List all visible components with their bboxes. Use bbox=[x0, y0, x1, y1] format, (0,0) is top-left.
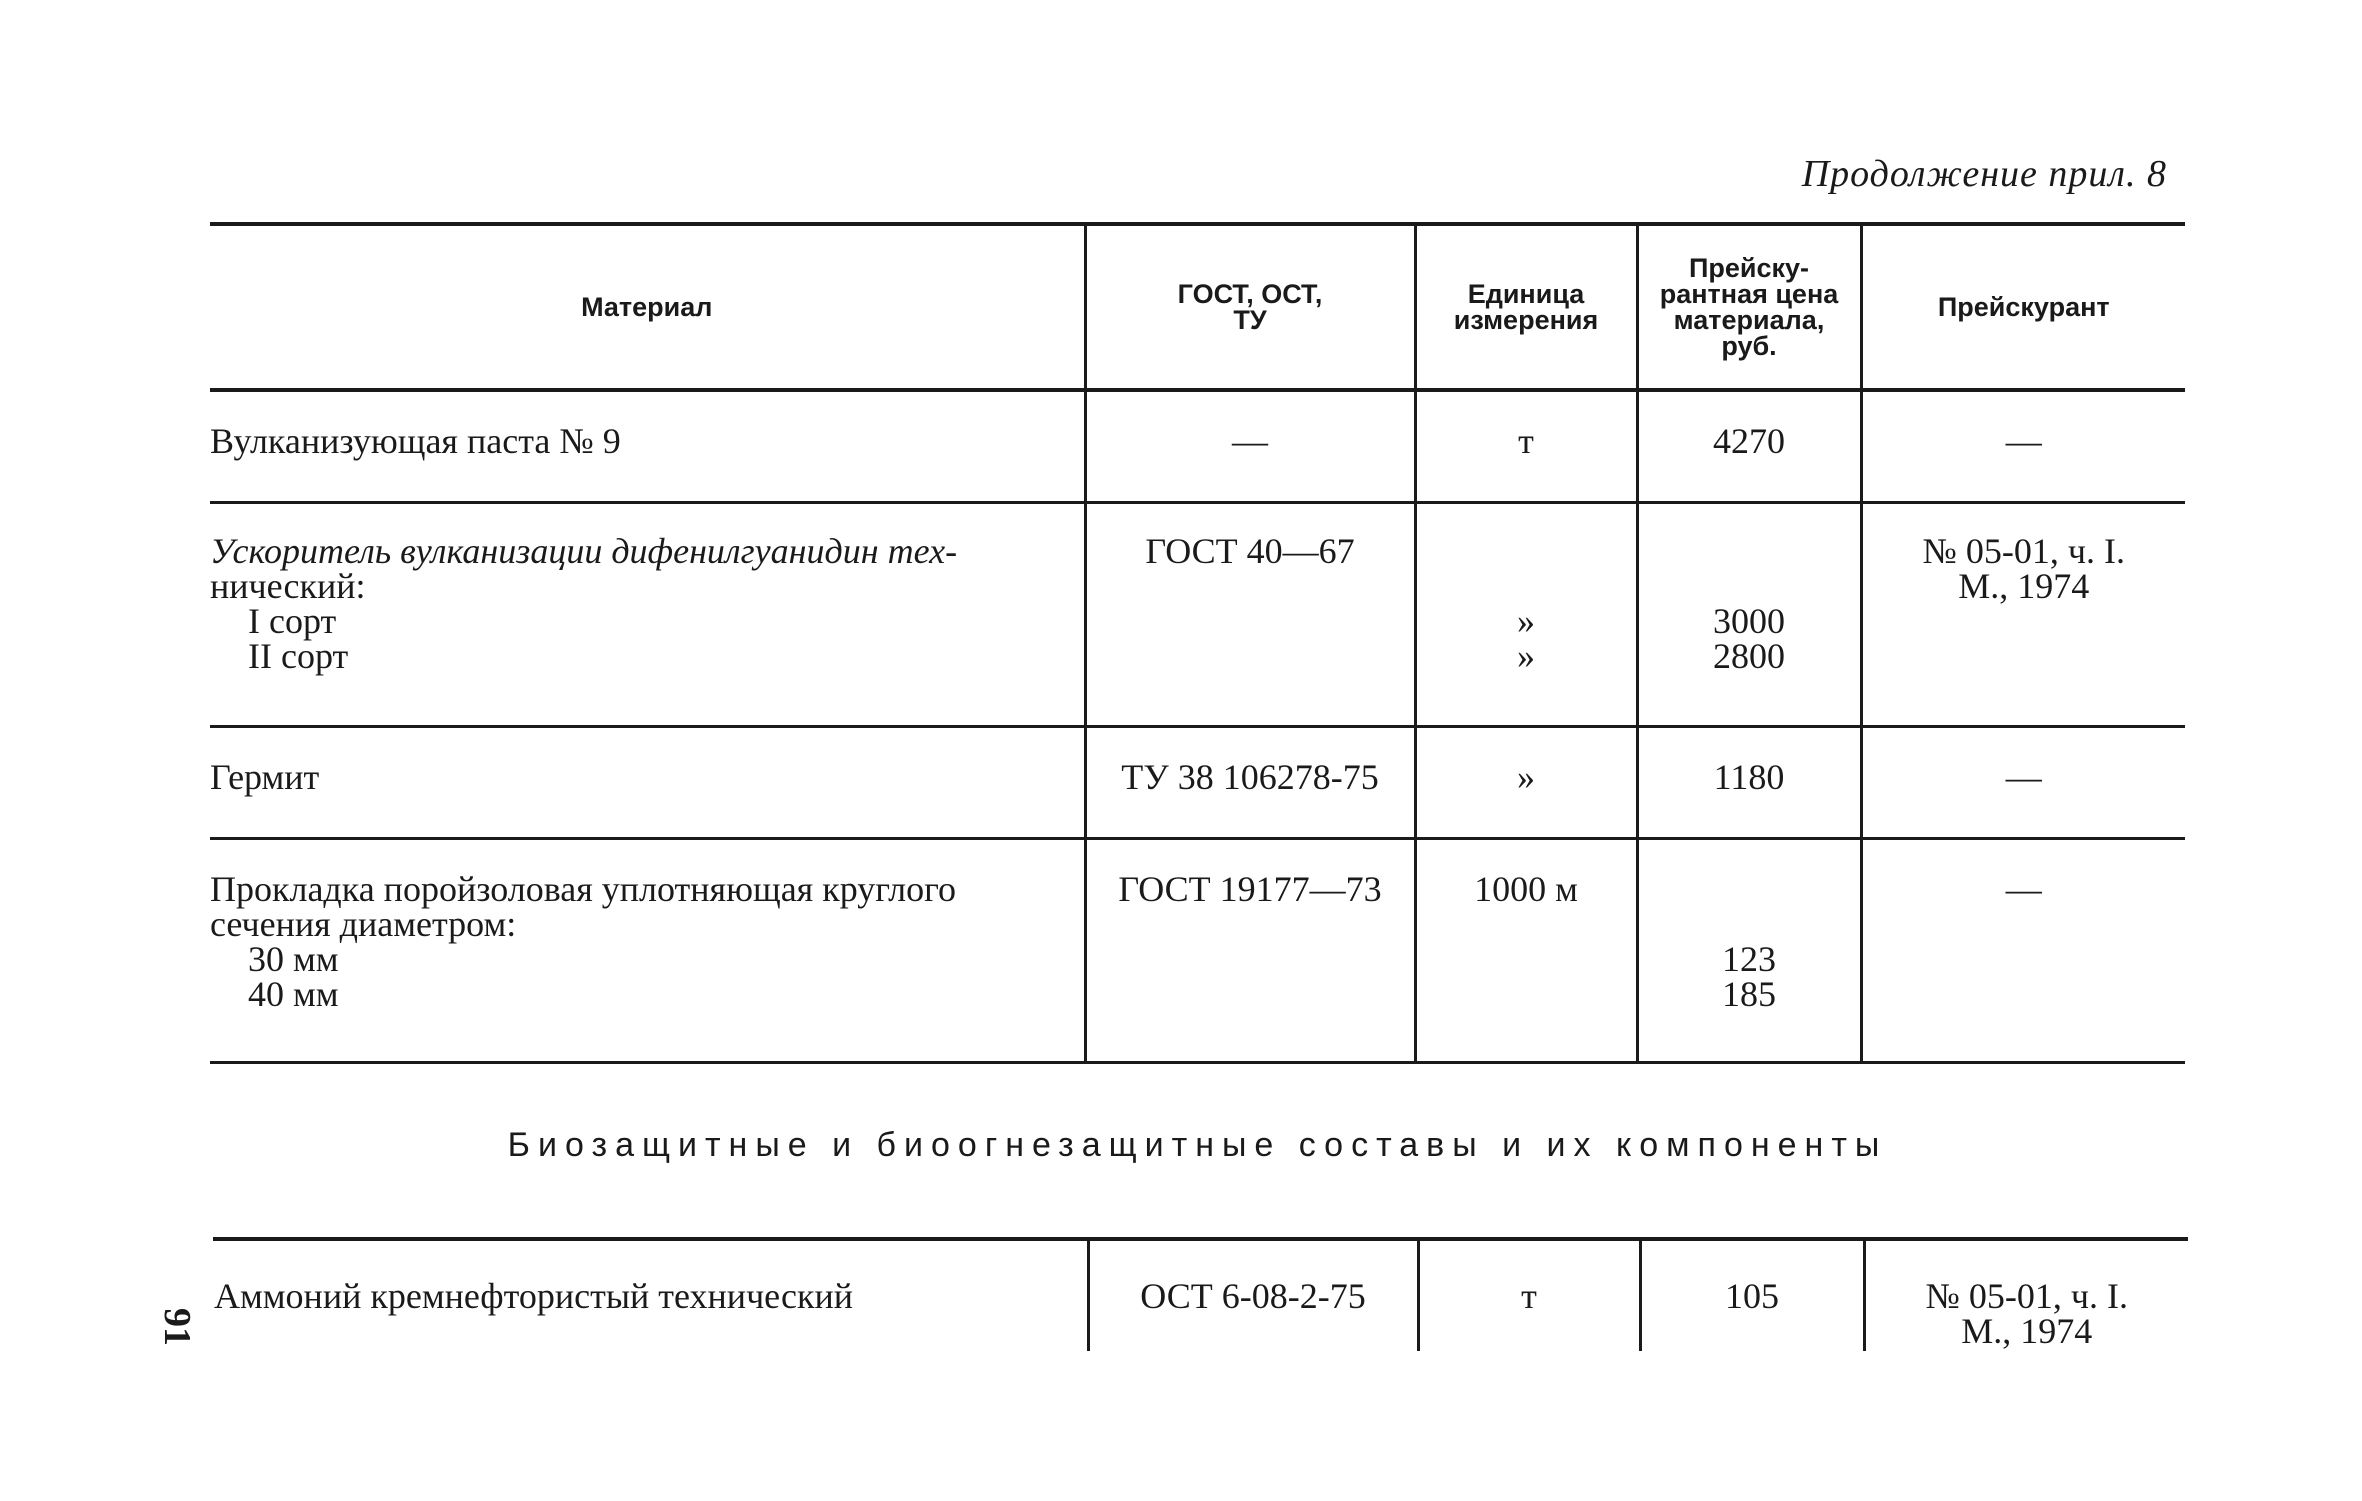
price-value: 185 bbox=[1722, 973, 1776, 1014]
pricelist-line: М., 1974 bbox=[1961, 1311, 2093, 1351]
table-header-row bbox=[210, 224, 2185, 390]
pricelist-line: № 05-01, ч. I. bbox=[1922, 530, 2125, 571]
cell-price bbox=[1637, 838, 1861, 1062]
cell-pricelist: — bbox=[1861, 838, 2185, 1062]
cell-gost: ГОСТ 40—67 bbox=[1085, 502, 1415, 726]
cell-unit: » bbox=[1415, 726, 1637, 838]
table-row bbox=[210, 390, 2185, 502]
material-name: Ускоритель вулканизации дифенилгуанидин тех- bbox=[210, 530, 958, 571]
unit-value: » bbox=[1517, 600, 1535, 641]
cell-price: 1180 bbox=[1637, 726, 1861, 838]
material-name-cont: нический: bbox=[210, 565, 366, 606]
cell-gost: ОСТ 6-08-2-75 bbox=[1088, 1239, 1418, 1351]
header-pricelist: Прейскурант bbox=[1861, 224, 2185, 390]
cell-price: 105 bbox=[1640, 1239, 1864, 1351]
cell-material: Гермит bbox=[210, 756, 320, 797]
material-name: Прокладка поройзоловая уплотняющая круглого bbox=[210, 868, 957, 909]
price-value: 2800 bbox=[1713, 635, 1785, 676]
table-row bbox=[210, 838, 2185, 1062]
header-material: Материал bbox=[581, 292, 713, 322]
biozashchita-table bbox=[213, 1237, 2188, 1351]
header-price-line: руб. bbox=[1721, 331, 1777, 361]
cell-unit: т bbox=[1415, 390, 1637, 502]
table-row bbox=[210, 502, 2185, 726]
table-row bbox=[213, 1239, 2188, 1351]
cell-pricelist bbox=[1861, 502, 2185, 726]
cell-gost: — bbox=[1085, 390, 1415, 502]
cell-material: Аммоний кремнефтористый технический bbox=[214, 1276, 854, 1316]
material-grade: II сорт bbox=[248, 635, 349, 676]
cell-material: Вулканизующая паста № 9 bbox=[210, 421, 621, 461]
header-unit-line: измерения bbox=[1453, 305, 1599, 335]
header-unit-line: Единица bbox=[1467, 279, 1585, 309]
header-price bbox=[1637, 224, 1861, 390]
cell-gost: ГОСТ 19177—73 bbox=[1085, 838, 1415, 1062]
unit-value: » bbox=[1517, 635, 1535, 676]
cell-pricelist: — bbox=[1861, 390, 2185, 502]
material-name-cont: сечения диаметром: bbox=[210, 903, 517, 944]
section-title: Биозащитные и биоогнезащитные составы и их компоненты bbox=[507, 1126, 1888, 1164]
header-price-line: Прейску- bbox=[1688, 253, 1810, 283]
price-value: 3000 bbox=[1713, 600, 1785, 641]
header-gost-line: ГОСТ, ОСТ, bbox=[1177, 279, 1323, 309]
cell-price bbox=[1637, 502, 1861, 726]
materials-table bbox=[210, 222, 2185, 1064]
price-value: 123 bbox=[1722, 938, 1776, 979]
cell-unit: т bbox=[1418, 1239, 1640, 1351]
cell-material bbox=[210, 502, 1085, 726]
page-number: 91 bbox=[156, 1308, 198, 1346]
material-grade: I сорт bbox=[248, 600, 337, 641]
pricelist-line: М., 1974 bbox=[1958, 565, 2090, 606]
cell-pricelist: — bbox=[1861, 726, 2185, 838]
continuation-note: Продолжение прил. 8 bbox=[1801, 153, 2167, 195]
cell-gost: ТУ 38 106278-75 bbox=[1085, 726, 1415, 838]
cell-material bbox=[210, 838, 1085, 1062]
material-size: 40 мм bbox=[248, 973, 339, 1014]
header-gost bbox=[1085, 224, 1415, 390]
material-size: 30 мм bbox=[248, 938, 339, 979]
cell-pricelist bbox=[1864, 1239, 2188, 1351]
cell-unit bbox=[1415, 502, 1637, 726]
header-gost-line: ТУ bbox=[1233, 305, 1267, 335]
header-unit bbox=[1415, 224, 1637, 390]
cell-price: 4270 bbox=[1637, 390, 1861, 502]
header-price-line: рантная цена bbox=[1659, 279, 1839, 309]
cell-unit: 1000 м bbox=[1415, 838, 1637, 1062]
table-row bbox=[210, 726, 2185, 838]
pricelist-line: № 05-01, ч. I. bbox=[1925, 1276, 2128, 1316]
header-price-line: материала, bbox=[1673, 305, 1825, 335]
